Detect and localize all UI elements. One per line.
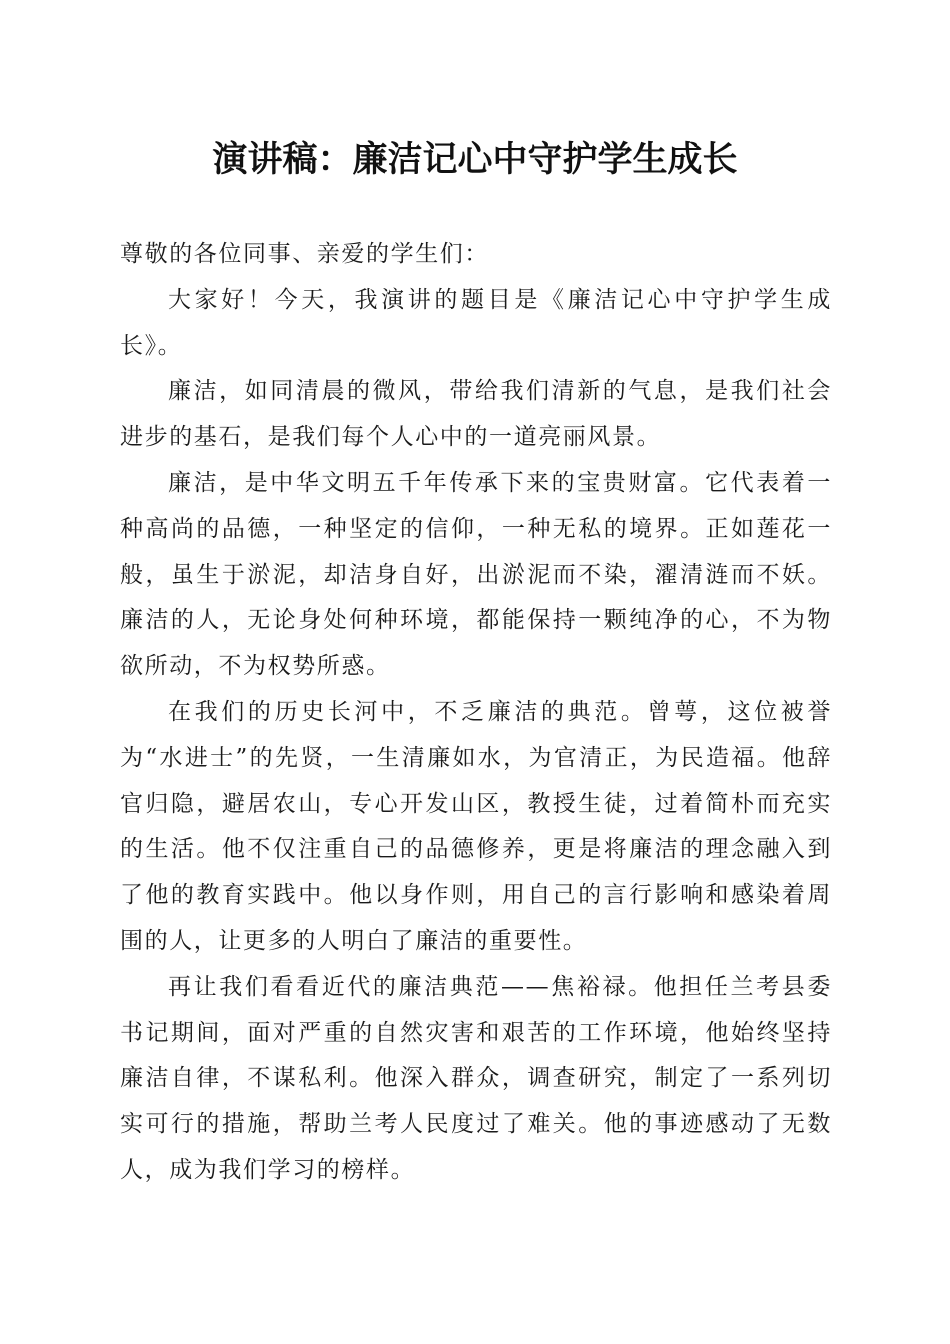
salutation: 尊敬的各位同事、亲爱的学生们：: [120, 241, 489, 267]
paragraph-breeze: 廉洁，如同清晨的微风，带给我们清新的气息，是我们社会进步的基石，是我们每个人心中的一道亮丽风景。: [120, 378, 832, 451]
document-body: [120, 232, 832, 1194]
paragraph-heritage: 廉洁，是中华文明五千年传承下来的宝贵财富。它代表着一种高尚的品德，一种坚定的信仰，一种无私的境界。正如莲花一般，虽生于淤泥，却洁身自好，出淤泥而不染，濯清涟而不妖。廉洁的人，无论身处何种环境，都能保持一颗纯净的心，不为物欲所动，不为权势所惑。: [120, 469, 832, 680]
paragraph-greeting: 大家好！今天，我演讲的题目是《廉洁记心中守护学生成长》。: [120, 286, 832, 359]
paragraph-zeng-e: 在我们的历史长河中，不乏廉洁的典范。曾萼，这位被誉为“水进士”的先贤，一生清廉如水，为官清正，为民造福。他辞官归隐，避居农山，专心开发山区，教授生徒，过着简朴而充实的生活。他不仅注重自己的品德修养，更是将廉洁的理念融入到了他的教育实践中。他以身作则，用自己的言行影响和感染着周围的人，让更多的人明白了廉洁的重要性。: [120, 698, 832, 954]
document-title: 演讲稿：廉洁记心中守护学生成长: [212, 139, 738, 180]
paragraph-jiao-yulu: 再让我们看看近代的廉洁典范——焦裕禄。他担任兰考县委书记期间，面对严重的自然灾害和艰苦的工作环境，他始终坚持廉洁自律，不谋私利。他深入群众，调查研究，制定了一系列切实可行的措施，帮助兰考人民度过了难关。他的事迹感动了无数人，成为我们学习的榜样。: [120, 973, 832, 1183]
